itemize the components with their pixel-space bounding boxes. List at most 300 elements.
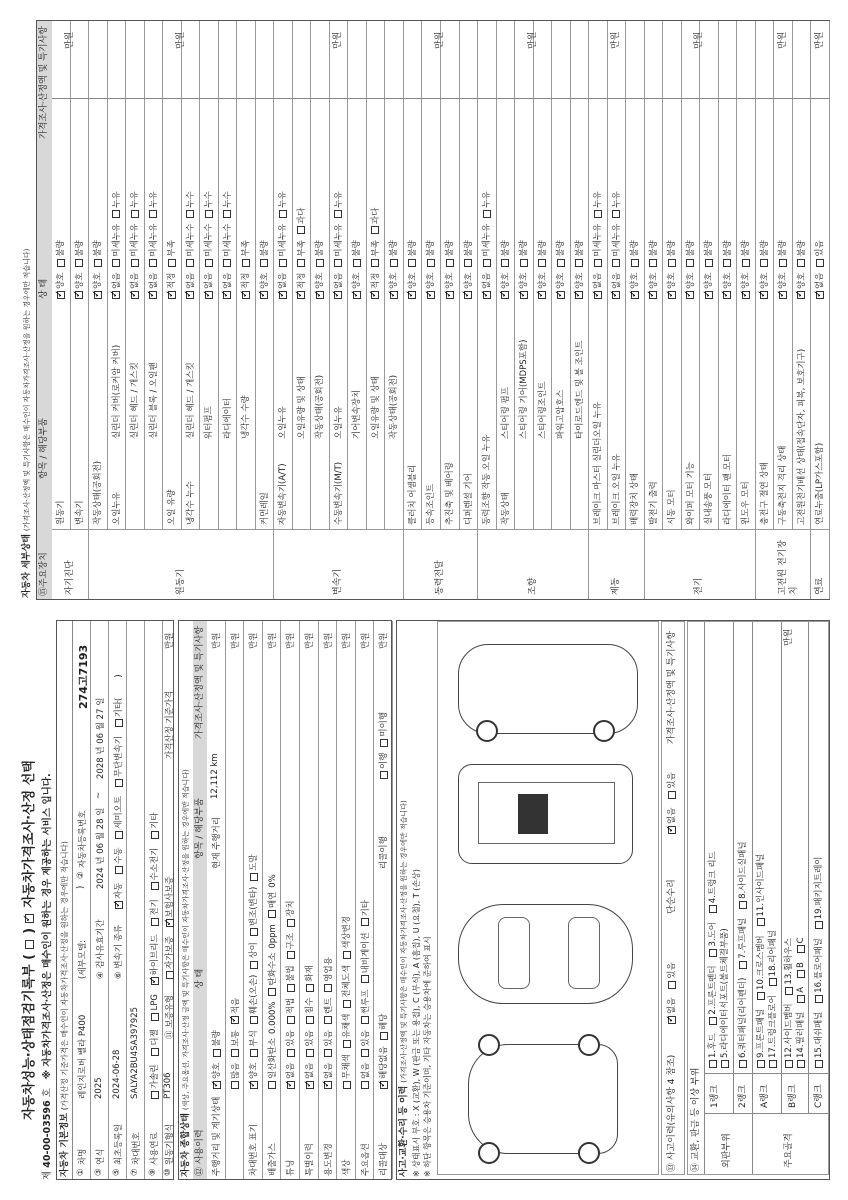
checkbox[interactable] — [149, 210, 157, 218]
detail-options — [776, 234, 788, 299]
checkbox[interactable] — [223, 210, 231, 218]
checkbox[interactable] — [408, 259, 416, 267]
option — [359, 1063, 371, 1089]
checkbox[interactable] — [168, 259, 176, 267]
overall-options — [210, 1024, 222, 1089]
checkbox[interactable] — [361, 1081, 369, 1089]
model-year-value: 2025 — [94, 1077, 104, 1099]
checkbox[interactable] — [149, 259, 157, 267]
checkbox[interactable] — [361, 975, 369, 983]
option-label: 부족 — [370, 240, 381, 257]
checkbox[interactable] — [594, 291, 602, 299]
detail-group-label: 자기진단 — [64, 560, 75, 595]
checkbox[interactable] — [297, 259, 305, 267]
checkbox[interactable] — [131, 210, 139, 218]
accident-label: ⑬ 사고이력(유의사항 4 참조) — [667, 1054, 677, 1172]
checkbox[interactable] — [649, 259, 657, 267]
checkbox[interactable] — [380, 1081, 388, 1089]
checkbox[interactable] — [231, 1016, 239, 1024]
option-label: 없음 — [611, 272, 622, 289]
checkbox[interactable] — [575, 259, 583, 267]
detail-options — [295, 202, 307, 299]
option — [221, 224, 233, 267]
checkbox[interactable] — [815, 1060, 823, 1068]
checkbox[interactable] — [279, 259, 287, 267]
checkbox[interactable] — [250, 928, 258, 936]
checkbox[interactable] — [223, 259, 231, 267]
checkbox[interactable] — [785, 987, 793, 995]
option-label: 부식 — [249, 1030, 260, 1047]
checkbox[interactable] — [213, 1049, 221, 1057]
checkbox[interactable] — [324, 1016, 332, 1024]
checkbox[interactable] — [668, 1016, 676, 1024]
option-label: 양호 — [389, 272, 400, 289]
option — [295, 240, 307, 266]
checkbox[interactable] — [75, 259, 83, 267]
checkbox[interactable] — [213, 1081, 221, 1089]
checkbox[interactable] — [306, 984, 314, 992]
checkbox[interactable] — [306, 1049, 314, 1057]
unit-label: 만원 — [342, 632, 353, 649]
option-value: 0% — [267, 874, 278, 888]
fuel-options — [148, 806, 160, 1099]
checkbox[interactable] — [501, 259, 509, 267]
checkbox[interactable] — [186, 291, 194, 299]
checkbox[interactable] — [287, 951, 295, 959]
checkbox[interactable] — [705, 259, 713, 267]
checkbox[interactable] — [131, 291, 139, 299]
outer-panel-label: 외판부위 — [722, 1133, 732, 1168]
detail-options — [758, 234, 770, 299]
checkbox[interactable] — [151, 918, 159, 926]
option — [795, 273, 807, 299]
checkbox[interactable] — [151, 1013, 159, 1021]
row-label: 자동차등록번호 — [78, 810, 88, 868]
option-label: 3.도어 — [708, 921, 718, 947]
option-label: 불량 — [93, 240, 104, 257]
checkbox[interactable] — [231, 1049, 239, 1057]
checkbox[interactable] — [287, 1016, 295, 1024]
doc-no-label: 제 — [42, 1170, 53, 1180]
detail-options — [554, 234, 566, 299]
checkbox[interactable] — [115, 866, 123, 874]
overall-section-note: (색상, 주요옵션, 가격조사·산정 금액 및 특기사항은 매수인이 자동차가격조사·산정을 원하는 경우에만 적습니다) — [182, 769, 190, 1111]
checkbox[interactable] — [343, 1081, 351, 1089]
checkbox[interactable] — [686, 291, 694, 299]
checkbox[interactable] — [446, 291, 454, 299]
option-label: 미세누유 — [333, 223, 344, 257]
checkbox[interactable] — [242, 259, 250, 267]
option-label: 누수 — [204, 191, 215, 208]
checkbox[interactable] — [371, 259, 379, 267]
checkbox[interactable] — [287, 1049, 295, 1057]
checkbox[interactable] — [268, 910, 276, 918]
detail-subitem: 타이로드엔드 및 볼 조인트 — [574, 340, 585, 439]
title-paren-close: ) — [22, 927, 37, 934]
checkbox[interactable] — [464, 259, 472, 267]
checkbox[interactable] — [538, 291, 546, 299]
checkbox[interactable] — [520, 291, 528, 299]
option-label: 유채색 — [342, 1013, 353, 1039]
checkbox[interactable] — [797, 970, 805, 978]
checkbox[interactable] — [57, 291, 65, 299]
checkbox[interactable] — [334, 210, 342, 218]
option — [702, 273, 714, 299]
overall-row — [374, 621, 393, 1179]
checkbox[interactable] — [57, 259, 65, 267]
rank-label: B랭크 — [788, 1084, 798, 1108]
option-label: 양호 — [463, 272, 474, 289]
checkbox[interactable] — [709, 1017, 717, 1025]
checkbox[interactable] — [380, 1032, 388, 1040]
checkbox[interactable] — [115, 831, 123, 839]
checkbox[interactable] — [723, 259, 731, 267]
option-label: 양호 — [259, 272, 270, 289]
overall-item-label: 튜닝 — [286, 1159, 297, 1176]
option-label: 누유 — [148, 191, 159, 208]
checkbox[interactable] — [353, 291, 361, 299]
checkbox[interactable] — [316, 259, 324, 267]
checkbox[interactable] — [816, 259, 824, 267]
checkbox[interactable] — [557, 259, 565, 267]
option — [665, 273, 677, 299]
detail-options — [573, 234, 585, 299]
checkbox[interactable] — [779, 259, 787, 267]
checkbox[interactable] — [769, 1060, 777, 1068]
detail-item: 클러치 어셈블리 — [407, 464, 418, 525]
checkbox[interactable] — [151, 1048, 159, 1056]
checkbox[interactable] — [297, 291, 305, 299]
checkbox[interactable] — [343, 1000, 351, 1008]
option-label: 불량 — [352, 240, 363, 257]
checkbox[interactable] — [594, 259, 602, 267]
option-label: 있음 — [667, 772, 677, 789]
exchange-label: ⑭ 교환, 판금 등 이상 부위 — [691, 1067, 701, 1172]
checkbox[interactable] — [390, 291, 398, 299]
option — [128, 273, 140, 299]
checkbox[interactable] — [151, 1091, 159, 1099]
option-label: 양호 — [537, 272, 548, 289]
checkbox[interactable] — [575, 291, 583, 299]
checkbox[interactable] — [594, 210, 602, 218]
basic-row-3 — [109, 621, 127, 1179]
checkbox[interactable] — [297, 226, 305, 234]
checkbox[interactable] — [151, 977, 159, 985]
option-label: 전체도색 — [342, 964, 353, 998]
checkbox[interactable] — [631, 291, 639, 299]
row-label: 차대번호 — [132, 1132, 142, 1165]
option-label: 5.라디에이터서포트(볼트체결부품) — [720, 928, 730, 1058]
checkbox[interactable] — [739, 1060, 747, 1068]
sub-model-close: ) — [76, 885, 86, 889]
checkbox[interactable] — [483, 210, 491, 218]
option-label: 미이행 — [379, 711, 390, 737]
option — [369, 273, 381, 299]
checkbox[interactable] — [250, 1081, 258, 1089]
checkbox[interactable] — [380, 771, 388, 779]
checkbox[interactable] — [757, 1060, 765, 1068]
checkbox[interactable] — [723, 291, 731, 299]
detail-options — [702, 234, 714, 299]
option-label: 해당 — [379, 1013, 390, 1031]
checkbox[interactable] — [25, 940, 34, 949]
checkbox[interactable] — [279, 291, 287, 299]
checkbox[interactable] — [709, 905, 717, 913]
simple-repair-label: 단순수리 — [667, 879, 677, 914]
checkbox[interactable] — [483, 291, 491, 299]
checkbox[interactable] — [464, 291, 472, 299]
unit-label: 만원 — [323, 632, 334, 649]
checkbox[interactable] — [446, 259, 454, 267]
checkbox[interactable] — [306, 1081, 314, 1089]
checkbox[interactable] — [760, 259, 768, 267]
unit-label: 만원 — [305, 632, 315, 649]
checkbox[interactable] — [115, 719, 123, 727]
checkbox[interactable] — [769, 978, 777, 986]
checkbox[interactable] — [205, 210, 213, 218]
checkbox[interactable] — [149, 291, 157, 299]
checkbox[interactable] — [242, 291, 250, 299]
option — [340, 916, 352, 959]
detail-item: 커먼레일 — [259, 492, 270, 525]
checkbox[interactable] — [709, 949, 717, 957]
checkbox[interactable] — [816, 291, 824, 299]
checkbox[interactable] — [151, 831, 159, 839]
detail-options — [739, 234, 751, 299]
detail-group-label: 전기 — [694, 577, 705, 595]
checkbox[interactable] — [112, 259, 120, 267]
checkbox[interactable] — [186, 210, 194, 218]
checkbox[interactable] — [268, 988, 276, 996]
checkbox[interactable] — [306, 1016, 314, 1024]
checkbox[interactable] — [361, 1016, 369, 1024]
checkbox[interactable] — [668, 981, 676, 989]
checkbox[interactable] — [427, 259, 435, 267]
checkbox[interactable] — [408, 291, 416, 299]
checkbox[interactable] — [343, 1040, 351, 1048]
option — [266, 874, 278, 918]
detail-options — [313, 234, 325, 299]
checkbox[interactable] — [250, 1016, 258, 1024]
detail-options — [462, 234, 474, 299]
checkbox[interactable] — [94, 259, 102, 267]
checkbox[interactable] — [612, 259, 620, 267]
detail-options — [165, 234, 177, 299]
checkbox[interactable] — [166, 971, 174, 979]
checkbox[interactable] — [668, 791, 676, 799]
checkbox[interactable] — [797, 1060, 805, 1068]
checkbox[interactable] — [324, 984, 332, 992]
option-label: 내비게이션 — [360, 932, 371, 974]
option — [424, 273, 436, 299]
checkbox[interactable] — [501, 291, 509, 299]
detail-item: 원동기 — [56, 500, 66, 525]
checkbox[interactable] — [390, 259, 398, 267]
checkbox[interactable] — [353, 259, 361, 267]
unit-label: 만원 — [527, 31, 538, 49]
checkbox[interactable] — [557, 291, 565, 299]
checkbox[interactable] — [483, 259, 491, 267]
option — [239, 273, 251, 299]
checkbox[interactable] — [686, 259, 694, 267]
detail-group — [478, 529, 589, 599]
unit-label: 만원 — [435, 31, 445, 49]
checkbox[interactable] — [287, 1081, 295, 1089]
detail-item: 오일 유량 — [167, 489, 178, 525]
detail-group — [52, 529, 89, 599]
checkbox[interactable] — [520, 259, 528, 267]
option — [247, 975, 259, 1024]
checkbox[interactable] — [151, 882, 159, 890]
detail-item: 등속조인트 — [426, 483, 437, 525]
option-label: 불량 — [389, 240, 400, 257]
option-label: C — [796, 937, 806, 944]
checkbox[interactable] — [316, 291, 324, 299]
base-price-label: 가격산정 기준가격 — [165, 690, 175, 759]
checkbox[interactable] — [279, 210, 287, 218]
option — [258, 273, 270, 299]
checkbox[interactable] — [797, 291, 805, 299]
checkbox[interactable] — [324, 1081, 332, 1089]
checkbox[interactable] — [371, 226, 379, 234]
checkbox[interactable] — [668, 259, 676, 267]
checkbox[interactable] — [260, 291, 268, 299]
checkbox[interactable] — [287, 919, 295, 927]
checkbox[interactable] — [779, 291, 787, 299]
option — [128, 224, 140, 267]
checkbox[interactable] — [131, 259, 139, 267]
title2-text: 자동차가격조사·산정 선택 — [22, 760, 37, 908]
checkbox[interactable] — [361, 918, 369, 926]
overall-options — [247, 848, 259, 1089]
checkbox[interactable] — [250, 961, 258, 969]
checkbox[interactable] — [223, 291, 231, 299]
option-label: 세미오토 — [114, 795, 124, 829]
checkbox[interactable] — [785, 1060, 793, 1068]
checkbox[interactable] — [815, 921, 823, 929]
option-label: 가솔린 — [150, 1064, 160, 1089]
car-top-view — [458, 904, 633, 1004]
checkbox[interactable] — [739, 961, 747, 969]
first-registration-value: 2024-06-28 — [112, 1049, 122, 1099]
checkbox[interactable] — [709, 1060, 717, 1068]
checkbox[interactable] — [168, 291, 176, 299]
checkbox[interactable] — [612, 291, 620, 299]
checkbox[interactable] — [631, 259, 639, 267]
vin-value: SALYA2BU4SA397925 — [130, 1006, 140, 1099]
option — [758, 240, 770, 266]
option — [202, 191, 214, 217]
checkbox[interactable] — [742, 291, 750, 299]
option-label: 적정 — [241, 272, 252, 289]
checkbox[interactable] — [361, 1049, 369, 1057]
checkbox[interactable] — [250, 1049, 258, 1057]
overall-item-label: 색상 — [342, 1159, 353, 1176]
checkbox[interactable] — [797, 995, 805, 1003]
checkbox[interactable] — [231, 1081, 239, 1089]
option-label: 12.사이드멤버 — [784, 1003, 794, 1058]
checkbox[interactable] — [371, 291, 379, 299]
checkbox[interactable] — [112, 291, 120, 299]
option — [359, 989, 371, 1024]
checkbox[interactable] — [115, 779, 123, 787]
checkbox[interactable] — [380, 739, 388, 747]
option — [184, 191, 196, 217]
simple-repair-options — [667, 766, 678, 834]
checkbox[interactable] — [815, 995, 823, 1003]
checkbox[interactable] — [287, 984, 295, 992]
option — [480, 224, 492, 267]
checkbox[interactable] — [260, 259, 268, 267]
checkbox[interactable] — [797, 945, 805, 953]
basic-section-note: (가격산정 기준가격은 매수인이 자동차가격조사·산정을 원하는 경우에만 적습니다) — [60, 841, 69, 1111]
checkbox[interactable] — [760, 291, 768, 299]
checkbox[interactable] — [343, 951, 351, 959]
checkbox-price-survey[interactable] — [25, 914, 34, 923]
checkbox[interactable] — [705, 291, 713, 299]
checkbox[interactable] — [205, 259, 213, 267]
unit-label: 만원 — [165, 632, 175, 649]
detail-subitem: 오일누유 — [278, 406, 289, 439]
detail-item: 오일누유 — [111, 492, 122, 525]
option — [591, 224, 603, 267]
checkbox[interactable] — [166, 919, 174, 927]
checkbox[interactable] — [742, 259, 750, 267]
basic-row-2 — [91, 621, 109, 1179]
checkbox[interactable] — [268, 1081, 276, 1089]
outer-rank1b-items — [720, 922, 731, 1068]
checkbox[interactable] — [186, 259, 194, 267]
checkbox[interactable] — [334, 291, 342, 299]
checkbox[interactable] — [668, 291, 676, 299]
checkbox[interactable] — [739, 901, 747, 909]
checkbox[interactable] — [334, 259, 342, 267]
detail-group — [404, 529, 478, 599]
checkbox[interactable] — [612, 210, 620, 218]
detail-options — [147, 185, 159, 299]
main-frame-label: 주요골격 — [784, 1133, 794, 1168]
option — [377, 753, 389, 779]
checkbox[interactable] — [757, 919, 765, 927]
option — [665, 240, 677, 266]
checkbox[interactable] — [115, 901, 123, 909]
checkbox[interactable] — [649, 291, 657, 299]
checkbox[interactable] — [427, 291, 435, 299]
checkbox[interactable] — [94, 291, 102, 299]
detail-item: 연료누출(LP가스포함) — [815, 442, 826, 525]
checkbox[interactable] — [75, 291, 83, 299]
checkbox[interactable] — [112, 210, 120, 218]
option — [221, 191, 233, 217]
checkbox[interactable] — [668, 826, 676, 834]
checkbox[interactable] — [324, 1049, 332, 1057]
checkbox[interactable] — [205, 291, 213, 299]
option-label: 양호 — [648, 272, 659, 289]
option-label: 없음 — [185, 272, 196, 289]
option — [517, 240, 529, 266]
option-label: 불량 — [315, 240, 326, 257]
checkbox[interactable] — [721, 1060, 729, 1068]
option-label: 없음 — [482, 272, 493, 289]
option-label: 없음 — [593, 272, 604, 289]
detail-options — [369, 202, 381, 299]
checkbox[interactable] — [538, 259, 546, 267]
checkbox[interactable] — [757, 992, 765, 1000]
option-close: ) — [114, 674, 124, 678]
checkbox[interactable] — [250, 873, 258, 881]
checkbox[interactable] — [797, 259, 805, 267]
detail-item: 작동상태 — [500, 492, 511, 525]
